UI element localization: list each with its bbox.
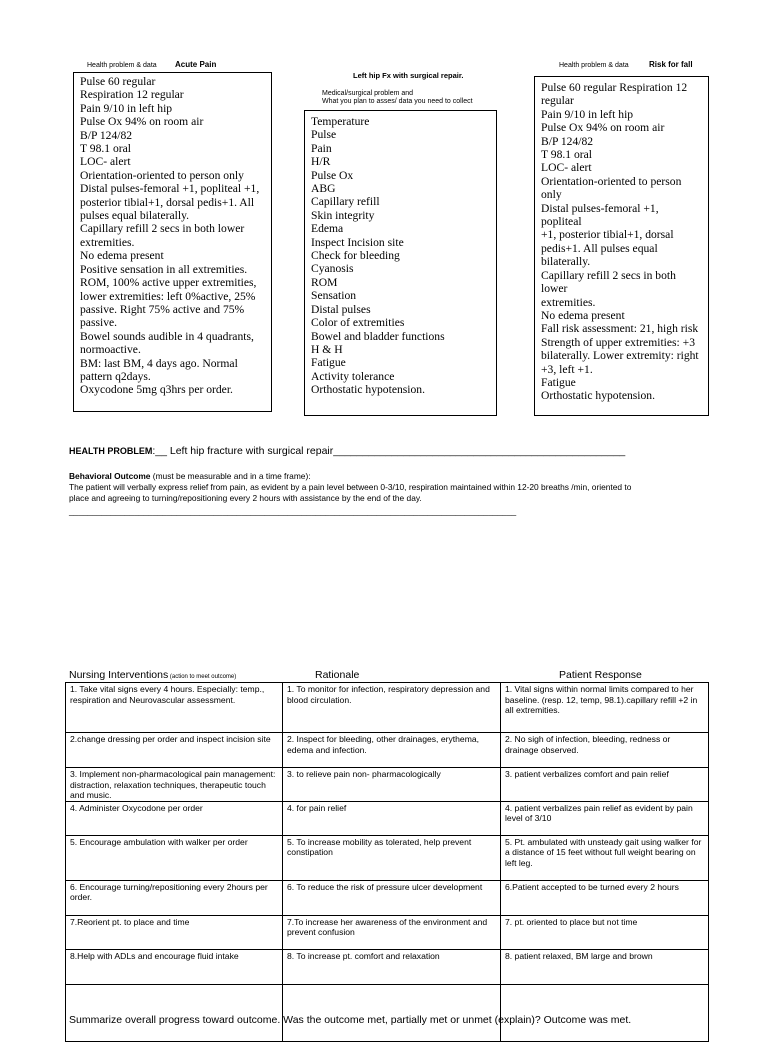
left-data-line: extremities.	[80, 235, 135, 249]
right-data-line: Pulse 60 regular Respiration 12	[541, 81, 688, 94]
behavioral-outcome-line2: place and agreeing to turning/repositioning every 2 hours with assistance by the end of the day.	[69, 493, 422, 503]
assessment-item: Fatigue	[311, 356, 346, 370]
header-patient-response: Patient Response	[559, 669, 642, 681]
behavioral-outcome-line1: The patient will verbally express relief from pain, as evident by a pain level between 0-3/10, respiration maintained within 12-20 breaths /min, oriented to	[69, 482, 632, 492]
assessment-item: Pain	[311, 141, 332, 155]
right-data-line: Strength of upper extremities: +3	[541, 335, 696, 349]
patient-response-cell: 5. Pt. ambulated with unsteady gait using walker for a distance of 15 feet without full weight bearing on left leg.	[501, 835, 709, 880]
table-row	[66, 683, 709, 733]
right-data-line: T 98.1 oral	[541, 148, 592, 162]
right-data-line: bilaterally. Lower extremity: right	[541, 349, 699, 363]
rationale-cell: 5. To increase mobility as tolerated, help prevent constipation	[283, 835, 501, 880]
patient-response-cell: 7. pt. oriented to place but not time	[501, 915, 709, 949]
rationale-cell: 4. for pain relief	[283, 801, 501, 835]
table-row	[66, 801, 709, 835]
left-data-line: LOC- alert	[80, 155, 131, 169]
assessment-item: H & H	[311, 342, 343, 356]
left-box-caption-title: Acute Pain	[175, 60, 217, 69]
assessment-item: Pulse	[311, 128, 337, 142]
left-data-line: Pulse 60 regular	[80, 75, 156, 88]
left-data-line: No edema present	[80, 249, 164, 263]
middle-box-title: Left hip Fx with surgical repair.	[353, 71, 464, 80]
left-data-line: Oxycodone 5mg q3hrs per order.	[80, 383, 233, 397]
care-plan-table	[65, 682, 709, 1042]
assessment-item: Orthostatic hypotension.	[311, 383, 425, 397]
table-row	[66, 984, 709, 1041]
patient-response-cell: 6.Patient accepted to be turned every 2 hours	[501, 880, 709, 915]
left-data-line: posterior tibial+1, dorsal pedis+1. All	[80, 195, 255, 209]
right-data-line: B/P 124/82	[541, 134, 594, 148]
behavioral-outcome-label: Behavioral Outcome	[69, 471, 151, 481]
right-data-line: regular	[541, 94, 574, 108]
right-data-line: Pulse Ox 94% on room air	[541, 121, 665, 135]
assessment-item: ROM	[311, 275, 338, 289]
rationale-cell: 6. To reduce the risk of pressure ulcer development	[283, 880, 501, 915]
left-data-line: T 98.1 oral	[80, 142, 131, 156]
table-row	[66, 733, 709, 768]
middle-box-caption-line2: What you plan to asses/ data you need to collect	[322, 98, 473, 105]
rationale-cell: 2. Inspect for bleeding, other drainages, erythema, edema and infection.	[283, 733, 501, 768]
left-data-line: passive.	[80, 316, 118, 330]
assessment-item: ABG	[311, 182, 336, 196]
assessment-item: Cyanosis	[311, 262, 354, 276]
left-data-line: lower extremities: left 0%active, 25%	[80, 289, 256, 303]
header-rationale: Rationale	[315, 669, 360, 681]
right-data-line: bilaterally.	[541, 255, 591, 269]
right-data-line: Capillary refill 2 secs in both lower	[541, 268, 676, 296]
left-data-line: pattern q2days.	[80, 369, 151, 383]
left-data-line: Respiration 12 regular	[80, 88, 184, 102]
right-data-box	[534, 76, 709, 416]
right-data-line: No edema present	[541, 308, 625, 322]
middle-assessment-lines	[311, 115, 490, 397]
right-box-caption-small: Health problem & data	[559, 62, 629, 69]
behavioral-outcome-heading	[69, 471, 311, 482]
intervention-cell: 8.Help with ADLs and encourage fluid intake	[66, 949, 283, 984]
assessment-item: Temperature	[311, 115, 370, 128]
left-data-line: Capillary refill 2 secs in both lower	[80, 222, 245, 236]
rationale-cell: 7.To increase her awareness of the environment and prevent confusion	[283, 915, 501, 949]
left-box-caption-small: Health problem & data	[87, 62, 157, 69]
intervention-cell: 3. Implement non-pharmacological pain management: distraction, relaxation techniques, therapeutic touch and music.	[66, 768, 283, 802]
right-data-line: Pain 9/10 in left hip	[541, 107, 634, 121]
intervention-cell	[66, 984, 283, 1041]
rationale-cell: 3. to relieve pain non- pharmacologically	[283, 768, 501, 802]
right-data-line: Orthostatic hypotension.	[541, 389, 655, 403]
assessment-item: Pulse Ox	[311, 168, 354, 182]
right-box-caption-title: Risk for fall	[649, 60, 693, 69]
assessment-item: Color of extremities	[311, 316, 405, 330]
left-data-line: ROM, 100% active upper extremities,	[80, 276, 257, 290]
assessment-item: Inspect Incision site	[311, 235, 404, 249]
behavioral-outcome-rule: ________________________________________________________________________________________________	[69, 506, 517, 516]
right-data-line: +3, left +1.	[541, 362, 593, 376]
right-data-line: LOC- alert	[541, 161, 592, 175]
rationale-cell: 1. To monitor for infection, respiratory depression and blood circulation.	[283, 683, 501, 733]
intervention-cell: 7.Reorient pt. to place and time	[66, 915, 283, 949]
left-data-line: normoactive.	[80, 343, 141, 357]
header-interventions-label: Nursing Interventions	[69, 669, 169, 681]
assessment-item: Distal pulses	[311, 302, 371, 316]
rationale-cell: 8. To increase pt. comfort and relaxation	[283, 949, 501, 984]
left-data-line: Bowel sounds audible in 4 quadrants,	[80, 329, 254, 343]
patient-response-cell: 1. Vital signs within normal limits compared to her baseline. (resp. 12, temp, 98.1).capillary refill +2 in all extremities.	[501, 683, 709, 733]
table-row	[66, 768, 709, 802]
right-data-line: Orientation-oriented to person only	[541, 174, 682, 202]
right-data-lines	[541, 81, 702, 403]
middle-assessment-box	[304, 110, 497, 416]
header-interventions	[69, 669, 236, 681]
patient-response-cell	[501, 984, 709, 1041]
left-data-line: B/P 124/82	[80, 128, 133, 142]
left-data-line: Orientation-oriented to person only	[80, 168, 244, 182]
header-interventions-note: (action to meet outcome)	[168, 674, 237, 680]
left-data-box	[73, 72, 272, 412]
patient-response-cell: 4. patient verbalizes pain relief as evident by pain level of 3/10	[501, 801, 709, 835]
summary-text: Summarize overall progress toward outcome. Was the outcome met, partially met or unmet (explain)? Outcome was met.	[69, 1014, 632, 1026]
left-data-line: Pulse Ox 94% on room air	[80, 115, 204, 129]
health-problem-value: :__ Left hip fracture with surgical repair__________________________________________________	[152, 445, 626, 457]
left-data-line: Distal pulses-femoral +1, popliteal +1,	[80, 182, 260, 196]
intervention-cell: 1. Take vital signs every 4 hours. Especially: temp., respiration and Neurovascular assessment.	[66, 683, 283, 733]
intervention-cell: 4. Administer Oxycodone per order	[66, 801, 283, 835]
right-data-line: +1, posterior tibial+1, dorsal	[541, 228, 674, 242]
assessment-item: Sensation	[311, 289, 357, 303]
assessment-item: Skin integrity	[311, 208, 375, 222]
left-data-line: pulses equal bilaterally.	[80, 209, 190, 223]
health-problem-line	[69, 445, 625, 457]
right-data-line: Fatigue	[541, 375, 576, 389]
left-data-line: passive. Right 75% active and 75%	[80, 302, 245, 316]
assessment-item: H/R	[311, 155, 331, 169]
table-row	[66, 915, 709, 949]
rationale-cell	[283, 984, 501, 1041]
left-data-lines	[80, 75, 265, 397]
right-data-line: Distal pulses-femoral +1, popliteal	[541, 201, 659, 229]
intervention-cell: 5. Encourage ambulation with walker per order	[66, 835, 283, 880]
patient-response-cell: 2. No sigh of infection, bleeding, redness or drainage observed.	[501, 733, 709, 768]
patient-response-cell: 3. patient verbalizes comfort and pain relief	[501, 768, 709, 802]
right-data-line: extremities.	[541, 295, 596, 309]
right-data-line: pedis+1. All pulses equal	[541, 241, 658, 255]
behavioral-outcome-note: (must be measurable and in a time frame):	[150, 471, 311, 481]
table-row	[66, 835, 709, 880]
left-data-line: Positive sensation in all extremities.	[80, 262, 248, 276]
patient-response-cell: 8. patient relaxed, BM large and brown	[501, 949, 709, 984]
assessment-item: Activity tolerance	[311, 369, 395, 383]
health-problem-label: HEALTH PROBLEM	[69, 446, 153, 456]
left-data-line: Pain 9/10 in left hip	[80, 101, 173, 115]
intervention-cell: 2.change dressing per order and inspect incision site	[66, 733, 283, 768]
table-row	[66, 880, 709, 915]
assessment-item: Capillary refill	[311, 195, 380, 209]
assessment-item: Bowel and bladder functions	[311, 329, 445, 343]
middle-box-caption-line1: Medical/surgical problem and	[322, 90, 414, 97]
left-data-line: BM: last BM, 4 days ago. Normal	[80, 356, 238, 370]
assessment-item: Edema	[311, 222, 344, 236]
assessment-item: Check for bleeding	[311, 249, 400, 263]
right-data-line: Fall risk assessment: 21, high risk	[541, 322, 699, 336]
intervention-cell: 6. Encourage turning/repositioning every 2hours per order.	[66, 880, 283, 915]
table-row	[66, 949, 709, 984]
